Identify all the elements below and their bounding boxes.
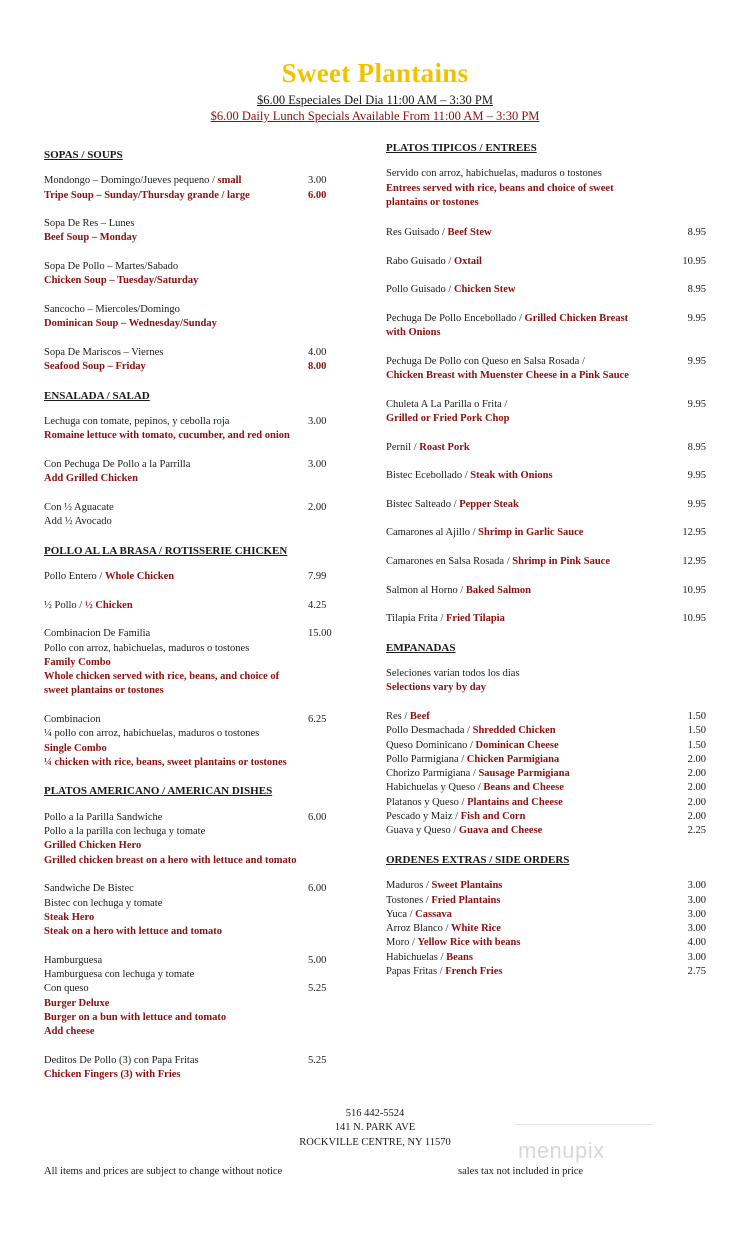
item-price: 6.00 (308, 883, 327, 895)
menu-item: Bistec Ecebollado / Steak with Onions 9.95 (386, 469, 706, 483)
item-price: 9.95 (687, 498, 706, 510)
menu-item: Lechuga con tomate, pepinos, y cebolla roja Romaine lettuce with tomato, cucumber, and red onion 3.00 (44, 415, 334, 444)
menu-item: Camarones en Salsa Rosada / Shrimp in Pink Sauce 12.95 (386, 555, 706, 569)
list-item: Pollo Parmigiana / Chicken Parmigiana 2.00 (386, 753, 706, 767)
section-heading-salad: ENSALADA / SALAD (44, 389, 150, 402)
item-price: 2.00 (687, 796, 706, 808)
menu-item: Rabo Guisado / Oxtail 10.95 (386, 255, 706, 269)
item-price: 12.95 (682, 556, 706, 568)
item-price: 1.50 (687, 725, 706, 737)
menu-item: Combinacion De Familia Pollo con arroz, habichuelas, maduros o tostones Family Combo Whole chicken served with rice, beans, and choice of sweet plantains or tostones 15.00 (44, 627, 334, 698)
item-price: 9.95 (687, 470, 706, 482)
item-price: 2.00 (687, 811, 706, 823)
item-price: 15.00 (308, 628, 332, 640)
list-item: Habichuelas / Beans 3.00 (386, 951, 706, 965)
list-item: Papas Fritas / French Fries 2.75 (386, 965, 706, 979)
menu-item: Pechuga De Pollo Encebollado / Grilled Chicken Breast with Onions 9.95 (386, 312, 706, 339)
restaurant-title: Sweet Plantains (281, 58, 469, 88)
menu-right-column (386, 141, 706, 994)
menu-item: Deditos De Pollo (3) con Papa Fritas Chicken Fingers (3) with Fries 5.25 (44, 1054, 334, 1083)
item-price: 4.00 8.00 (308, 346, 327, 373)
list-item: Platanos y Queso / Plantains and Cheese 2.00 (386, 796, 706, 810)
menu-item: Con ½ Aguacate Add ½ Avocado 2.00 (44, 501, 334, 530)
list-item: Pescado y Maiz / Fish and Corn 2.00 (386, 810, 706, 824)
list-item: Res / Beef 1.50 (386, 710, 706, 724)
list-item: Queso Dominicano / Dominican Cheese 1.50 (386, 739, 706, 753)
menu-item: Sandwiche De Bistec Bistec con lechuga y tomate Steak Hero Steak on a hero with lettuce and tomato 6.00 (44, 882, 334, 939)
item-price: 9.95 (687, 398, 706, 410)
menu-item: Chuleta A La Parilla o Frita / Grilled or Fried Pork Chop 9.95 (386, 398, 706, 425)
item-price: 2.00 (687, 782, 706, 794)
item-price: 9.95 (687, 355, 706, 367)
empanadas-intro: Seleciones varian todos los dias Selections vary by day (386, 668, 520, 694)
menu-item: Camarones al Ajillo / Shrimp in Garlic Sauce 12.95 (386, 526, 706, 540)
menupix-watermark: menupix (518, 1138, 605, 1163)
item-price: 2.00 (687, 768, 706, 780)
list-item: Habichuelas y Queso / Beans and Cheese 2.00 (386, 781, 706, 795)
entrees-intro: Servido con arroz, habichuelas, maduros o tostones Entrees served with rice, beans and choice of sweet plantains or tostones (386, 168, 614, 208)
menu-item: Res Guisado / Beef Stew 8.95 (386, 226, 706, 240)
section-heading-sides: ORDENES EXTRAS / SIDE ORDERS (386, 853, 570, 866)
item-price: 3.00 (308, 416, 327, 428)
menu-item: Salmon al Horno / Baked Salmon 10.95 (386, 584, 706, 598)
item-price: 2.75 (687, 966, 706, 978)
list-item: Yuca / Cassava 3.00 (386, 908, 706, 922)
item-price: 1.50 (687, 710, 706, 722)
section-heading-rotisserie: POLLO AL LA BRASA / ROTISSERIE CHICKEN (44, 544, 288, 557)
section-heading-american: PLATOS AMERICANO / AMERICAN DISHES (44, 785, 273, 798)
menu-item: ½ Pollo / ½ Chicken 4.25 (44, 599, 334, 613)
phone-number: 516 442-5524 (345, 1108, 405, 1119)
item-price: 2.25 (687, 825, 706, 837)
menu-item: Pernil / Roast Pork 8.95 (386, 441, 706, 455)
item-price: 3.00 (687, 951, 706, 963)
item-price: 2.00 (687, 753, 706, 765)
section-heading-empanadas: EMPANADAS (386, 641, 456, 654)
menu-item: Con Pechuga De Pollo a la Parrilla Add Grilled Chicken 3.00 (44, 458, 334, 487)
list-item: Pollo Desmachada / Shredded Chicken 1.50 (386, 724, 706, 738)
section-heading-soups: SOPAS / SOUPS (44, 149, 123, 161)
item-price: 3.00 (687, 894, 706, 906)
list-item: Tostones / Fried Plantains 3.00 (386, 894, 706, 908)
list-item: Arroz Blanco / White Rice 3.00 (386, 922, 706, 936)
menu-item: Hamburguesa Hamburguesa con lechuga y tomate Con queso Burger Deluxe Burger on a bun with lettuce and tomato Add cheese 5.00 5.25 (44, 954, 334, 1040)
empanadas-list (386, 710, 706, 839)
specials-spanish: $6.00 Especiales Del Dia 11:00 AM – 3:30 PM (257, 93, 493, 107)
item-price: 2.00 (308, 501, 327, 513)
item-price: 12.95 (682, 527, 706, 539)
menu-item: Sancocho – Miercoles/Domingo Dominican Soup – Wednesday/Sunday (44, 303, 217, 330)
item-price: 3.00 (687, 923, 706, 935)
menu-item: Sopa De Mariscos – Viernes Seafood Soup – Friday 4.00 8.00 (44, 346, 334, 375)
item-price: 10.95 (682, 613, 706, 625)
menu-item: Sopa De Res – Lunes Beef Soup – Monday (44, 218, 138, 244)
menu-item: Tilapia Frita / Fried Tilapia 10.95 (386, 612, 706, 626)
item-price: 7.99 (308, 571, 327, 583)
sales-tax-notice: sales tax not included in price (458, 1166, 584, 1177)
city-state-zip: ROCKVILLE CENTRE, NY 11570 (299, 1136, 451, 1148)
item-price: 10.95 (682, 255, 706, 267)
menu-item: Combinacion ¼ pollo con arroz, habichuelas, maduros o tostones Single Combo ¼ chicken with rice, beans, sweet plantains or tostones 6.25 (44, 713, 334, 770)
item-price: 5.00 5.25 (308, 954, 327, 995)
item-price: 4.00 (687, 937, 706, 949)
item-price: 10.95 (682, 584, 706, 596)
item-price: 4.25 (308, 599, 327, 611)
item-price: 9.95 (687, 312, 706, 324)
item-price: 8.95 (687, 284, 706, 296)
menu-item: Pollo Entero / Whole Chicken 7.99 (44, 570, 334, 584)
item-price: 1.50 (687, 739, 706, 751)
menu-item: Pollo a la Parilla Sandwiche Pollo a la parilla con lechuga y tomate Grilled Chicken Hero Grilled chicken breast on a hero with lettuce and tomato 6.00 (44, 811, 334, 868)
item-price: 6.25 (308, 713, 327, 725)
list-item: Moro / Yellow Rice with beans 4.00 (386, 936, 706, 950)
list-item: Guava y Queso / Guava and Cheese 2.25 (386, 824, 706, 838)
item-price: 3.00 (308, 458, 327, 470)
watermark-rule (514, 1124, 654, 1129)
menu-item: Pechuga De Pollo con Queso en Salsa Rosada / Chicken Breast with Muenster Cheese in a Pink Sauce 9.95 (386, 355, 706, 382)
street-address: 141 N. PARK AVE (334, 1122, 416, 1134)
item-price: 3.00 (687, 880, 706, 892)
menu-item: Mondongo – Domingo/Jueves pequeno / small Tripe Soup – Sunday/Thursday grande / large 3.00 6.00 (44, 174, 334, 203)
item-price: 3.00 6.00 (308, 175, 327, 201)
sides-list (386, 879, 706, 979)
list-item: Maduros / Sweet Plantains 3.00 (386, 879, 706, 893)
price-change-notice: All items and prices are subject to change without notice (44, 1166, 283, 1177)
item-price: 8.95 (687, 441, 706, 453)
section-heading-entrees: PLATOS TIPICOS / ENTREES (386, 142, 537, 154)
menu-item: Pollo Guisado / Chicken Stew 8.95 (386, 283, 706, 297)
menu-item: Bistec Salteado / Pepper Steak 9.95 (386, 498, 706, 512)
specials-english: $6.00 Daily Lunch Specials Available From 11:00 AM – 3:30 PM (210, 109, 540, 123)
item-price: 5.25 (308, 1054, 327, 1066)
item-price: 6.00 (308, 811, 327, 823)
menu-item: Sopa De Pollo – Martes/Sabado Chicken Soup – Tuesday/Saturday (44, 261, 199, 287)
list-item: Chorizo Parmigiana / Sausage Parmigiana 2.00 (386, 767, 706, 781)
menu-left-column (44, 148, 334, 1097)
item-price: 3.00 (687, 908, 706, 920)
item-price: 8.95 (687, 227, 706, 239)
